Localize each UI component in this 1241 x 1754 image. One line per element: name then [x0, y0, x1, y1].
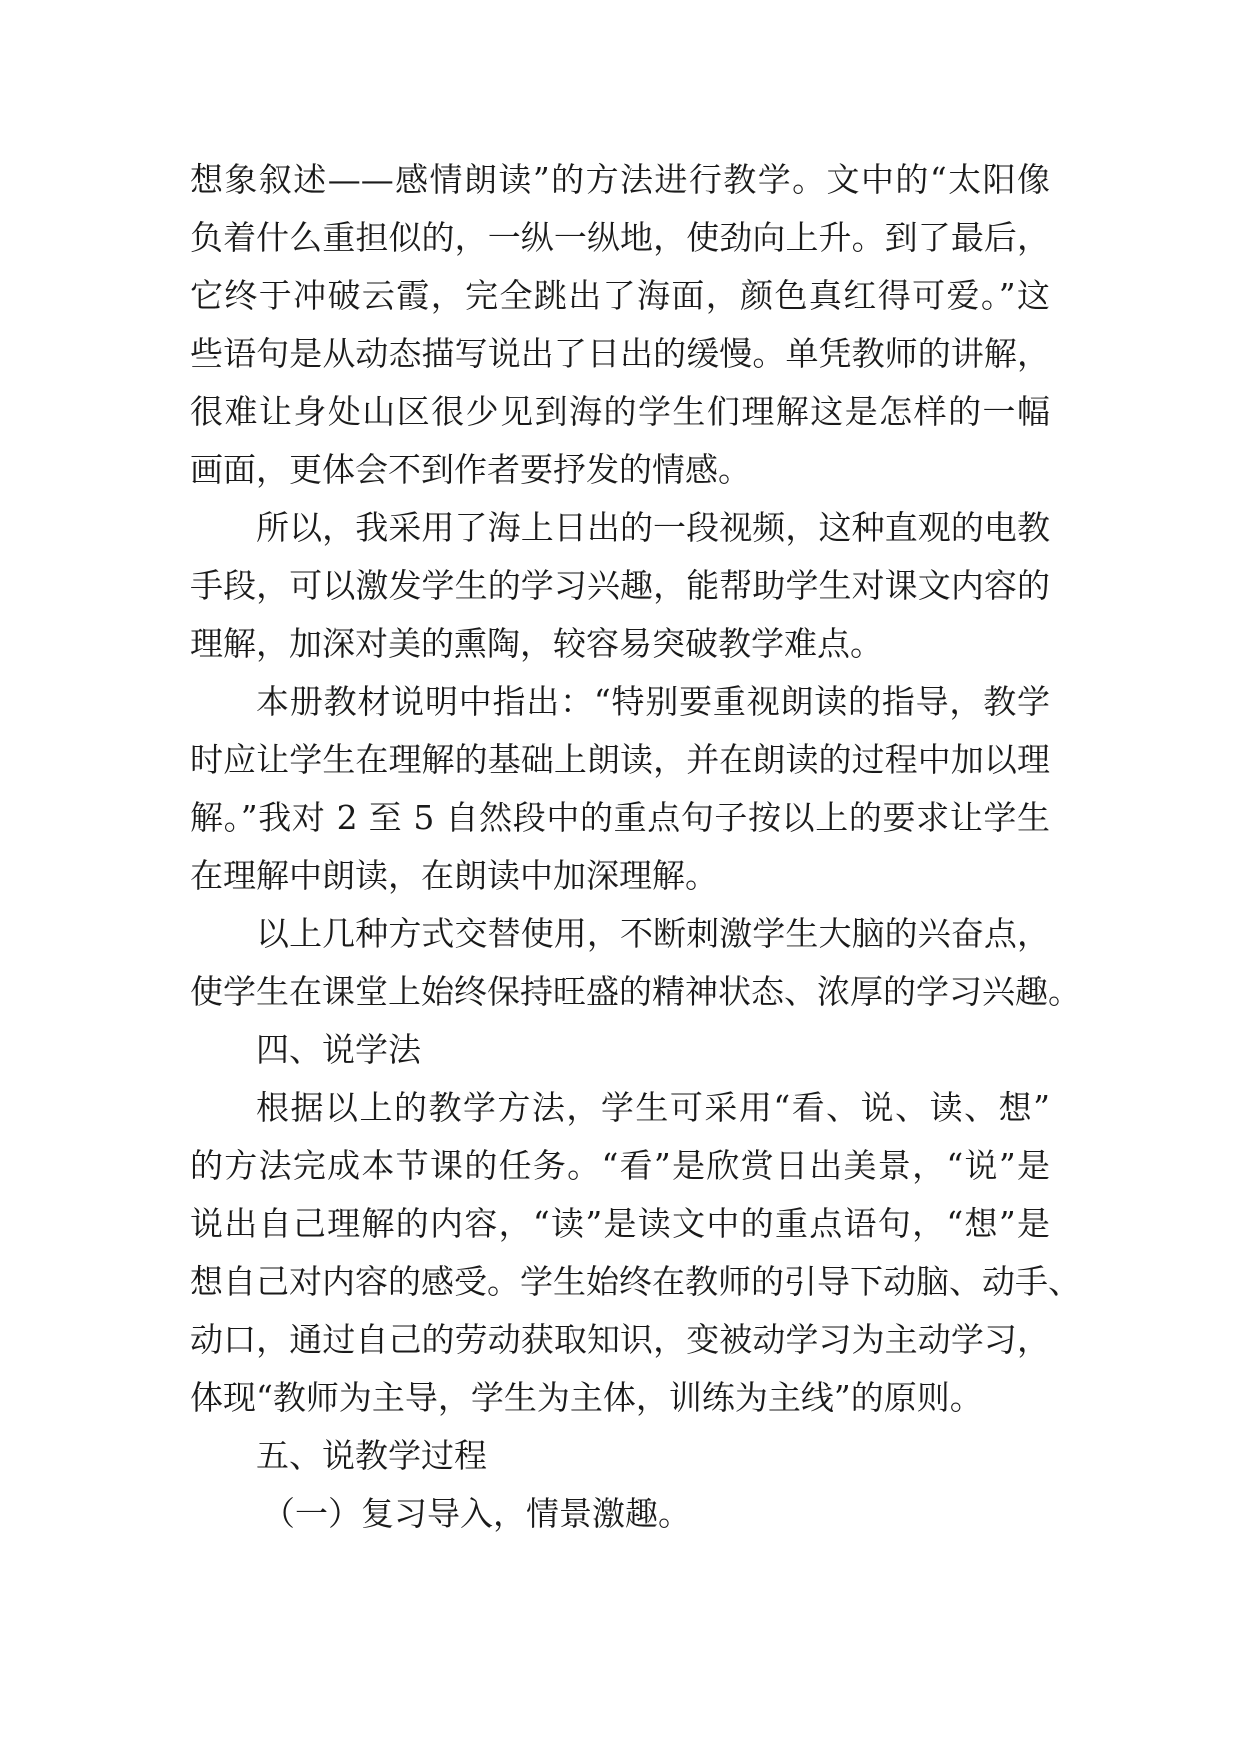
paragraph-line: 的方法完成本节课的任务。“看”是欣赏日出美景，“说”是: [190, 1146, 1050, 1185]
paragraph-line: 很难让身处山区很少见到海的学生们理解这是怎样的一幅: [190, 392, 1050, 431]
paragraph-line: 负着什么重担似的，一纵一纵地，使劲向上升。到了最后，: [190, 218, 1050, 257]
paragraph-line: 画面，更体会不到作者要抒发的情感。: [190, 450, 751, 489]
paragraph-line: 以上几种方式交替使用，不断刺激学生大脑的兴奋点，: [256, 914, 1050, 953]
paragraph-line: 想象叙述——感情朗读”的方法进行教学。文中的“太阳像: [190, 160, 1050, 199]
paragraph-line: 些语句是从动态描写说出了日出的缓慢。单凭教师的讲解，: [190, 334, 1050, 373]
paragraph-line: 它终于冲破云霞，完全跳出了海面，颜色真红得可爱。”这: [190, 276, 1050, 315]
paragraph-line: 解。”我对 2 至 5 自然段中的重点句子按以上的要求让学生: [190, 798, 1050, 837]
paragraph-line: 时应让学生在理解的基础上朗读，并在朗读的过程中加以理: [190, 740, 1050, 779]
subsection-heading: （一）复习导入，情景激趣。: [262, 1494, 691, 1533]
paragraph-line: 说出自己理解的内容，“读”是读文中的重点语句，“想”是: [190, 1204, 1050, 1243]
paragraph-line: 理解，加深对美的熏陶，较容易突破教学难点。: [190, 624, 883, 663]
section-heading: 五、说教学过程: [256, 1436, 487, 1475]
paragraph-line: 根据以上的教学方法，学生可采用“看、说、读、想”: [256, 1088, 1050, 1127]
paragraph-line: 使学生在课堂上始终保持旺盛的精神状态、浓厚的学习兴趣。: [190, 972, 1081, 1011]
paragraph-line: 本册教材说明中指出：“特别要重视朗读的指导，教学: [256, 682, 1050, 721]
paragraph-line: 动口，通过自己的劳动获取知识，变被动学习为主动学习，: [190, 1320, 1050, 1359]
paragraph-line: 手段，可以激发学生的学习兴趣，能帮助学生对课文内容的: [190, 566, 1050, 605]
paragraph-line: 体现“教师为主导，学生为主体，训练为主线”的原则。: [190, 1378, 983, 1417]
paragraph-line: 想自己对内容的感受。学生始终在教师的引导下动脑、动手、: [190, 1262, 1081, 1301]
paragraph-line: 在理解中朗读，在朗读中加深理解。: [190, 856, 718, 895]
section-heading: 四、说学法: [256, 1030, 421, 1069]
paragraph-line: 所以，我采用了海上日出的一段视频，这种直观的电教: [256, 508, 1050, 547]
